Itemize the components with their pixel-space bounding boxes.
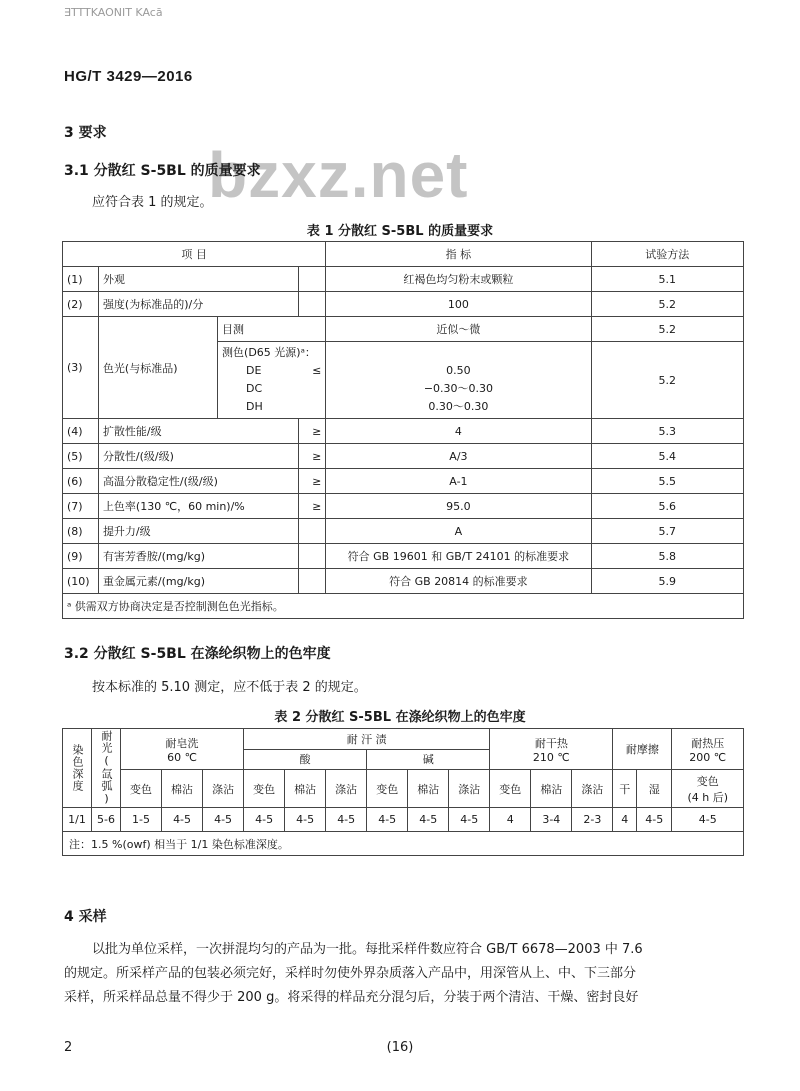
- color-visual-value: 近似～微: [326, 317, 591, 342]
- section-4-line: 的规定。所采样产品的包装必须完好，采样时勿使外界杂质落入产品中，用深管从上、中、下三部分: [64, 966, 637, 981]
- row-number: (1): [63, 267, 99, 292]
- dc-label: DC: [246, 382, 263, 395]
- row-number: (6): [63, 469, 99, 494]
- hotpress-header-temp: 200 ℃: [689, 750, 727, 764]
- table-row: [63, 469, 744, 494]
- row-index: 符合 GB 20814 的标准要求: [326, 569, 591, 594]
- table-2-note-row: [63, 832, 744, 856]
- color-visual-method: 5.2: [591, 317, 743, 342]
- color-row-item: 色光(与标准品): [98, 317, 217, 419]
- light-header: [92, 729, 121, 808]
- rub-dry: 干: [613, 770, 637, 808]
- row-method: 5.7: [591, 519, 743, 544]
- row-index: 4: [326, 419, 591, 444]
- row-method: 5.8: [591, 544, 743, 569]
- row-number: (5): [63, 444, 99, 469]
- row-index: A: [326, 519, 591, 544]
- standard-number: HG/T 3429—2016: [64, 68, 193, 85]
- table-row: [63, 419, 744, 444]
- hotpress-change-label: 变色: [696, 774, 719, 788]
- table-1-footnote: ᵃ 供需双方协商决定是否控制测色色光指标。: [63, 594, 744, 619]
- row-index: 红褐色均匀粉末或颗粒: [326, 267, 591, 292]
- color-instrument-labels: [218, 342, 326, 419]
- value-cell: 4-5: [285, 808, 326, 832]
- section-4-line: 以批为单位采样，一次拼混均匀的产品为一批。每批采样件数应符合 GB/T 6678—2003 中 7.6: [92, 942, 643, 957]
- alkali-header: 碱: [367, 749, 490, 770]
- alkali-polyester: 涤沾: [449, 770, 490, 808]
- table-row: [63, 519, 744, 544]
- row-ge: [299, 267, 326, 292]
- row-method: 5.1: [591, 267, 743, 292]
- section-3-1-title: 3.1 分散红 S-5BL 的质量要求: [64, 163, 261, 179]
- acid-polyester: 涤沾: [326, 770, 367, 808]
- wash-header: [121, 729, 244, 770]
- value-cell: 2-3: [572, 808, 613, 832]
- table-2-header-row-3: [63, 770, 744, 808]
- row-method: 5.2: [591, 292, 743, 317]
- table-row: [63, 292, 744, 317]
- row-item: 外观: [98, 267, 298, 292]
- dryheat-header-title: 耐干热: [534, 736, 568, 750]
- dryheat-change: 变色: [490, 770, 531, 808]
- row-index: 符合 GB 19601 和 GB/T 24101 的标准要求: [326, 544, 591, 569]
- row-method: 5.4: [591, 444, 743, 469]
- section-4-body: [64, 938, 740, 1010]
- hotpress-change-time: (4 h 后): [687, 790, 728, 804]
- section-4-line: 采样，所采样品总量不得少于 200 g。将采得的样品充分混匀后，分装于两个清洁、干燥、密封良好: [64, 990, 639, 1005]
- wash-polyester: 涤沾: [203, 770, 244, 808]
- value-cell: 3-4: [531, 808, 572, 832]
- value-cell: 4: [613, 808, 637, 832]
- dh-value: 0.30～0.30: [428, 400, 489, 413]
- row-number: (9): [63, 544, 99, 569]
- table-2-value-row: [63, 808, 744, 832]
- light-header-text: 耐光(氙弧): [100, 730, 113, 806]
- color-row-visual: [63, 317, 744, 342]
- row-number: (8): [63, 519, 99, 544]
- depth-header: [63, 729, 92, 808]
- row-number: (10): [63, 569, 99, 594]
- row-ge: ≥: [299, 444, 326, 469]
- row-item: 有害芳香胺/(mg/kg): [98, 544, 298, 569]
- value-cell: 4-5: [672, 808, 744, 832]
- table-row: [63, 569, 744, 594]
- watermark: bzxz.net: [208, 139, 469, 211]
- value-cell: 4: [490, 808, 531, 832]
- value-cell: 1/1: [63, 808, 92, 832]
- row-ge: ≥: [299, 469, 326, 494]
- row-item: 提升力/级: [98, 519, 298, 544]
- section-3-2-text: 按本标准的 5.10 测定，应不低于表 2 的规定。: [92, 680, 367, 695]
- value-cell: 1-5: [121, 808, 162, 832]
- section-4-title: 4 采样: [64, 909, 107, 925]
- dryheat-cotton: 棉沾: [531, 770, 572, 808]
- row-ge: [299, 544, 326, 569]
- table-row: [63, 544, 744, 569]
- page-number: 2: [64, 1040, 73, 1055]
- row-ge: [299, 292, 326, 317]
- hotpress-header-title: 耐热压: [691, 736, 725, 750]
- row-item: 上色率(130 ℃，60 min)/%: [98, 494, 298, 519]
- row-index: 100: [326, 292, 591, 317]
- value-cell: 4-5: [367, 808, 408, 832]
- wash-cotton: 棉沾: [162, 770, 203, 808]
- dryheat-header: [490, 729, 613, 770]
- table-1-header-item: 项 目: [63, 242, 326, 267]
- value-cell: 4-5: [244, 808, 285, 832]
- table-2-caption: 表 2 分散红 S-5BL 在涤纶织物上的色牢度: [274, 710, 526, 725]
- section-3-1-text: 应符合表 1 的规定。: [92, 195, 213, 210]
- table-1-caption: 表 1 分散红 S-5BL 的质量要求: [306, 224, 494, 239]
- table-row: [63, 494, 744, 519]
- row-method: 5.6: [591, 494, 743, 519]
- depth-header-text: 染色深度: [71, 744, 84, 792]
- wash-header-temp: 60 ℃: [167, 750, 197, 764]
- row-item: 高温分散稳定性/(级/级): [98, 469, 298, 494]
- value-cell: 4-5: [162, 808, 203, 832]
- table-row: [63, 267, 744, 292]
- value-cell: 4-5: [203, 808, 244, 832]
- color-instrument-values: [326, 342, 591, 419]
- value-cell: 4-5: [449, 808, 490, 832]
- rub-wet: 湿: [637, 770, 672, 808]
- table-2-header-row-1: [63, 729, 744, 750]
- color-row-number: (3): [63, 317, 99, 419]
- alkali-change: 变色: [367, 770, 408, 808]
- alkali-cotton: 棉沾: [408, 770, 449, 808]
- row-method: 5.5: [591, 469, 743, 494]
- row-index: 95.0: [326, 494, 591, 519]
- row-ge: [299, 519, 326, 544]
- row-index: A/3: [326, 444, 591, 469]
- section-3-2-title: 3.2 分散红 S-5BL 在涤纶织物上的色牢度: [64, 646, 331, 662]
- row-item: 分散性/(级/级): [98, 444, 298, 469]
- row-item: 强度(为标准品的)/分: [98, 292, 298, 317]
- row-index: A-1: [326, 469, 591, 494]
- row-number: (4): [63, 419, 99, 444]
- dh-label: DH: [246, 400, 263, 413]
- row-method: 5.9: [591, 569, 743, 594]
- row-ge: [299, 569, 326, 594]
- row-ge: ≥: [299, 419, 326, 444]
- acid-cotton: 棉沾: [285, 770, 326, 808]
- row-item: 重金属元素/(mg/kg): [98, 569, 298, 594]
- wash-header-title: 耐皂洗: [165, 736, 199, 750]
- table-2: [62, 728, 744, 856]
- row-number: (7): [63, 494, 99, 519]
- value-cell: 4-5: [408, 808, 449, 832]
- dryheat-polyester: 涤沾: [572, 770, 613, 808]
- site-mark: ∃TTTKAONIT KAcā: [64, 6, 163, 19]
- color-instrument-method: 5.2: [591, 342, 743, 419]
- de-value: 0.50: [446, 364, 471, 377]
- row-method: 5.3: [591, 419, 743, 444]
- page-reference: (16): [386, 1040, 414, 1055]
- value-cell: 5-6: [92, 808, 121, 832]
- de-label: DE: [246, 364, 262, 377]
- row-ge: ≥: [299, 494, 326, 519]
- table-1-header-method: 试验方法: [591, 242, 743, 267]
- hotpress-change: [672, 770, 744, 808]
- section-3-title: 3 要求: [64, 125, 107, 141]
- acid-change: 变色: [244, 770, 285, 808]
- color-visual-label: 目测: [218, 317, 326, 342]
- value-cell: 4-5: [326, 808, 367, 832]
- de-sign: ≤: [312, 364, 322, 377]
- table-row: [63, 444, 744, 469]
- table-1-header-row: [63, 242, 744, 267]
- hotpress-header: [672, 729, 744, 770]
- sweat-header: 耐 汗 渍: [244, 729, 490, 750]
- acid-header: 酸: [244, 749, 367, 770]
- dryheat-header-temp: 210 ℃: [532, 750, 570, 764]
- row-number: (2): [63, 292, 99, 317]
- table-1-footnote-row: [63, 594, 744, 619]
- dc-value: −0.30～0.30: [423, 382, 494, 395]
- value-cell: 4-5: [637, 808, 672, 832]
- table-2-note: 注：1.5 %(owf) 相当于 1/1 染色标准深度。: [63, 832, 744, 856]
- table-1: [62, 241, 744, 619]
- rub-header: 耐摩擦: [613, 729, 672, 770]
- wash-change: 变色: [121, 770, 162, 808]
- table-1-header-index: 指 标: [326, 242, 591, 267]
- row-item: 扩散性能/级: [98, 419, 298, 444]
- color-instrument-label: 测色(D65 光源)ᵃ：: [222, 346, 316, 359]
